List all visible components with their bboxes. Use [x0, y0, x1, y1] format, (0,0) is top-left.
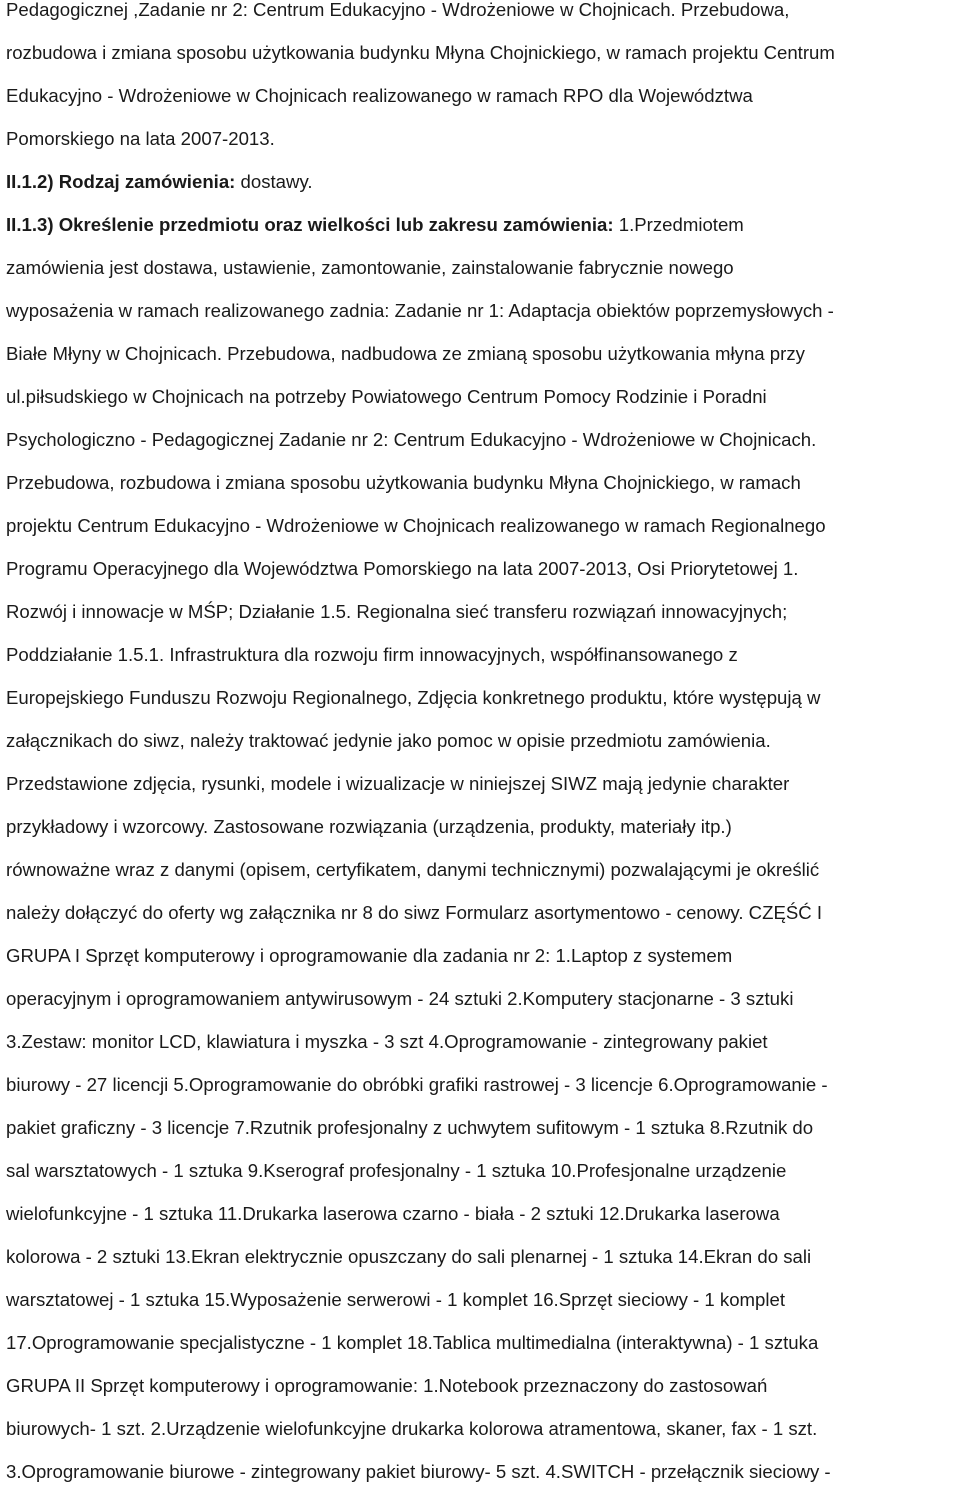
text-line: [6, 203, 958, 246]
body-text: sal warsztatowych - 1 sztuka 9.Kserograf profesjonalny - 1 sztuka 10.Profesjonalne urządzenie: [6, 1160, 787, 1181]
document-page: [6, 0, 958, 1493]
text-line: [6, 1407, 958, 1450]
body-text: Pedagogicznej ,Zadanie nr 2: Centrum Edukacyjno - Wdrożeniowe w Chojnicach. Przebudowa,: [6, 0, 790, 20]
body-text: 1.Przedmiotem: [613, 214, 744, 235]
body-text: projektu Centrum Edukacyjno - Wdrożeniowe w Chojnicach realizowanego w ramach Regionalnego: [6, 515, 826, 536]
body-text: ul.piłsudskiego w Chojnicach na potrzeby Powiatowego Centrum Pomocy Rodzinie i Poradni: [6, 386, 767, 407]
text-line: [6, 633, 958, 676]
body-text: 3.Oprogramowanie biurowe - zintegrowany pakiet biurowy- 5 szt. 4.SWITCH - przełącznik sieciowy -: [6, 1461, 831, 1482]
text-line: [6, 1192, 958, 1235]
body-text: pakiet graficzny - 3 licencje 7.Rzutnik profesjonalny z uchwytem sufitowym - 1 sztuka 8.Rzutnik do: [6, 1117, 814, 1138]
text-line: [6, 289, 958, 332]
text-line: [6, 332, 958, 375]
body-text: 17.Oprogramowanie specjalistyczne - 1 komplet 18.Tablica multimedialna (interaktywna) - 1 sztuka: [6, 1332, 819, 1353]
text-line: [6, 160, 958, 203]
text-line: [6, 590, 958, 633]
text-line: [6, 805, 958, 848]
text-line: [6, 1149, 958, 1192]
body-text: operacyjnym i oprogramowaniem antywirusowym - 24 sztuki 2.Komputery stacjonarne - 3 sztuki: [6, 988, 794, 1009]
text-line: [6, 0, 958, 31]
text-line: [6, 848, 958, 891]
body-text: GRUPA I Sprzęt komputerowy i oprogramowanie dla zadania nr 2: 1.Laptop z systemem: [6, 945, 733, 966]
body-text: Białe Młyny w Chojnicach. Przebudowa, nadbudowa ze zmianą sposobu użytkowania młyna przy: [6, 343, 805, 364]
text-line: [6, 74, 958, 117]
text-line: [6, 246, 958, 289]
text-line: [6, 461, 958, 504]
text-line: [6, 117, 958, 160]
text-line: [6, 1278, 958, 1321]
text-line: [6, 375, 958, 418]
text-line: [6, 1020, 958, 1063]
text-line: [6, 418, 958, 461]
body-text: należy dołączyć do oferty wg załącznika nr 8 do siwz Formularz asortymentowo - cenowy. CZĘŚĆ I: [6, 902, 823, 923]
section-heading-text: II.1.3) Określenie przedmiotu oraz wielkości lub zakresu zamówienia:: [6, 214, 614, 235]
body-text: przykładowy i wzorcowy. Zastosowane rozwiązania (urządzenia, produkty, materiały itp.): [6, 816, 732, 837]
body-text: Edukacyjno - Wdrożeniowe w Chojnicach realizowanego w ramach RPO dla Województwa: [6, 85, 753, 106]
text-line: [6, 1106, 958, 1149]
text-line: [6, 934, 958, 977]
body-text: wielofunkcyjne - 1 sztuka 11.Drukarka laserowa czarno - biała - 2 sztuki 12.Drukarka laserowa: [6, 1203, 780, 1224]
body-text: Pomorskiego na lata 2007-2013.: [6, 128, 275, 149]
body-text: Europejskiego Funduszu Rozwoju Regionalnego, Zdjęcia konkretnego produktu, które występują w: [6, 687, 821, 708]
body-text: zamówienia jest dostawa, ustawienie, zamontowanie, zainstalowanie fabrycznie nowego: [6, 257, 734, 278]
body-text: biurowy - 27 licencji 5.Oprogramowanie do obróbki grafiki rastrowej - 3 licencje 6.Oprogramowanie -: [6, 1074, 828, 1095]
text-line: [6, 1235, 958, 1278]
body-text: równoważne wraz z danymi (opisem, certyfikatem, danymi technicznymi) pozwalającymi je określić: [6, 859, 820, 880]
body-text: GRUPA II Sprzęt komputerowy i oprogramowanie: 1.Notebook przeznaczony do zastosowań: [6, 1375, 768, 1396]
body-text: Programu Operacyjnego dla Województwa Pomorskiego na lata 2007-2013, Osi Priorytetowej 1.: [6, 558, 799, 579]
text-line: [6, 1364, 958, 1407]
body-text: Poddziałanie 1.5.1. Infrastruktura dla rozwoju firm innowacyjnych, współfinansowanego z: [6, 644, 738, 665]
body-text: załącznikach do siwz, należy traktować jedynie jako pomoc w opisie przedmiotu zamówienia.: [6, 730, 771, 751]
text-line: [6, 547, 958, 590]
body-text: Rozwój i innowacje w MŚP; Działanie 1.5. Regionalna sieć transferu rozwiązań innowacyjnych;: [6, 601, 788, 622]
text-line: [6, 1321, 958, 1364]
body-text: rozbudowa i zmiana sposobu użytkowania budynku Młyna Chojnickiego, w ramach projektu Centrum: [6, 42, 835, 63]
body-text: 3.Zestaw: monitor LCD, klawiatura i myszka - 3 szt 4.Oprogramowanie - zintegrowany pakiet: [6, 1031, 768, 1052]
body-text: warsztatowej - 1 sztuka 15.Wyposażenie serwerowi - 1 komplet 16.Sprzęt sieciowy - 1 komplet: [6, 1289, 786, 1310]
text-line: [6, 1063, 958, 1106]
text-line: [6, 676, 958, 719]
body-text: Psychologiczno - Pedagogicznej Zadanie nr 2: Centrum Edukacyjno - Wdrożeniowe w Chojnicach.: [6, 429, 817, 450]
text-line: [6, 31, 958, 74]
body-text: Przedstawione zdjęcia, rysunki, modele i wizualizacje w niniejszej SIWZ mają jedynie charakter: [6, 773, 790, 794]
body-text: kolorowa - 2 sztuki 13.Ekran elektrycznie opuszczany do sali plenarnej - 1 sztuka 14.Ekran do sali: [6, 1246, 812, 1267]
section-heading-text: II.1.2) Rodzaj zamówienia:: [6, 171, 236, 192]
body-text: Przebudowa, rozbudowa i zmiana sposobu użytkowania budynku Młyna Chojnickiego, w ramach: [6, 472, 801, 493]
body-text: dostawy.: [235, 171, 313, 192]
text-line: [6, 1450, 958, 1493]
body-text: wyposażenia w ramach realizowanego zadnia: Zadanie nr 1: Adaptacja obiektów poprzemysłowych -: [6, 300, 834, 321]
text-line: [6, 977, 958, 1020]
text-line: [6, 719, 958, 762]
body-text: biurowych- 1 szt. 2.Urządzenie wielofunkcyjne drukarka kolorowa atramentowa, skaner, fax - 1 szt.: [6, 1418, 818, 1439]
text-line: [6, 891, 958, 934]
text-line: [6, 504, 958, 547]
text-line: [6, 762, 958, 805]
